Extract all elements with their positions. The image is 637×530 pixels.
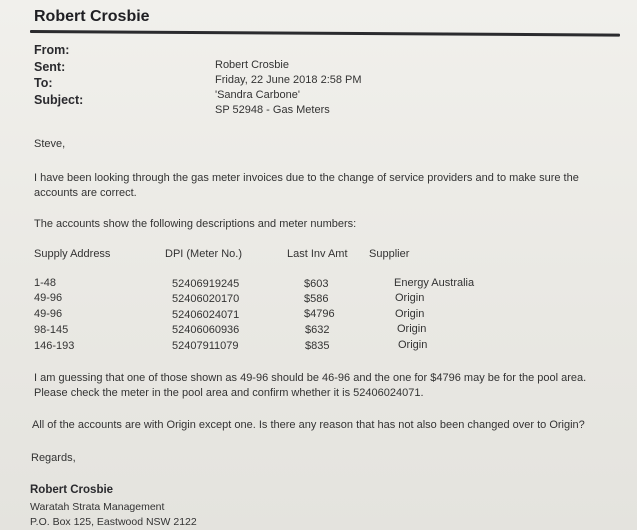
subject-label: Subject: (34, 93, 84, 107)
cell-meter: 52406020170 (172, 293, 240, 305)
cell-address: 146-193 (34, 340, 75, 352)
cell-meter: 52407911079 (172, 340, 239, 352)
cell-amount: $835 (305, 340, 330, 352)
paragraph-3-line-1: I am guessing that one of those shown as 49-96 should be 46-96 and the one for $4796 may be for the pool area. (34, 372, 587, 384)
signature-address: P.O. Box 125, Eastwood NSW 2122 (30, 516, 197, 528)
paragraph-4: All of the accounts are with Origin except one. Is there any reason that has not also been changed over to Origin? (32, 419, 585, 431)
cell-amount: $586 (304, 293, 329, 305)
cell-supplier: Origin (398, 339, 428, 351)
paragraph-1-line-2: accounts are correct. (34, 187, 137, 199)
subject-value: SP 52948 - Gas Meters (215, 104, 330, 116)
paragraph-2: The accounts show the following descriptions and meter numbers: (34, 218, 357, 230)
cell-amount: $632 (305, 324, 330, 336)
cell-meter: 52406060936 (172, 324, 240, 336)
cell-supplier: Origin (397, 323, 427, 335)
col-header-dpi: DPI (Meter No.) (165, 248, 243, 260)
cell-meter: 52406919245 (172, 278, 240, 290)
sent-value: Friday, 22 June 2018 2:58 PM (215, 74, 362, 86)
greeting: Steve, (34, 138, 66, 150)
cell-amount: $4796 (304, 308, 335, 320)
paragraph-3-line-2: Please check the meter in the pool area and confirm whether it is 52406024071. (34, 387, 424, 399)
col-header-supply-address: Supply Address (34, 248, 111, 260)
paragraph-1-line-1: I have been looking through the gas meter invoices due to the change of service providers and to make sure the (34, 172, 579, 184)
cell-address: 98-145 (34, 324, 69, 336)
signature-name: Robert Crosbie (30, 484, 114, 496)
cell-address: 1-48 (34, 277, 57, 289)
signature-company: Waratah Strata Management (30, 501, 165, 513)
col-header-supplier: Supplier (369, 248, 410, 260)
col-header-last-inv-amt: Last Inv Amt (287, 248, 348, 260)
sender-display-name: Robert Crosbie (34, 8, 150, 25)
from-value: Robert Crosbie (215, 59, 289, 71)
header-divider (30, 30, 620, 37)
from-label: From: (34, 43, 70, 57)
sent-label: Sent: (34, 60, 66, 74)
cell-supplier: Origin (395, 308, 425, 320)
cell-supplier: Energy Australia (394, 277, 475, 289)
cell-supplier: Origin (395, 292, 425, 304)
to-value: 'Sandra Carbone' (215, 89, 300, 101)
closing: Regards, (31, 452, 76, 464)
cell-address: 49-96 (34, 292, 63, 304)
cell-address: 49-96 (34, 308, 63, 320)
cell-amount: $603 (304, 278, 329, 290)
cell-meter: 52406024071 (172, 309, 240, 321)
to-label: To: (34, 76, 53, 90)
